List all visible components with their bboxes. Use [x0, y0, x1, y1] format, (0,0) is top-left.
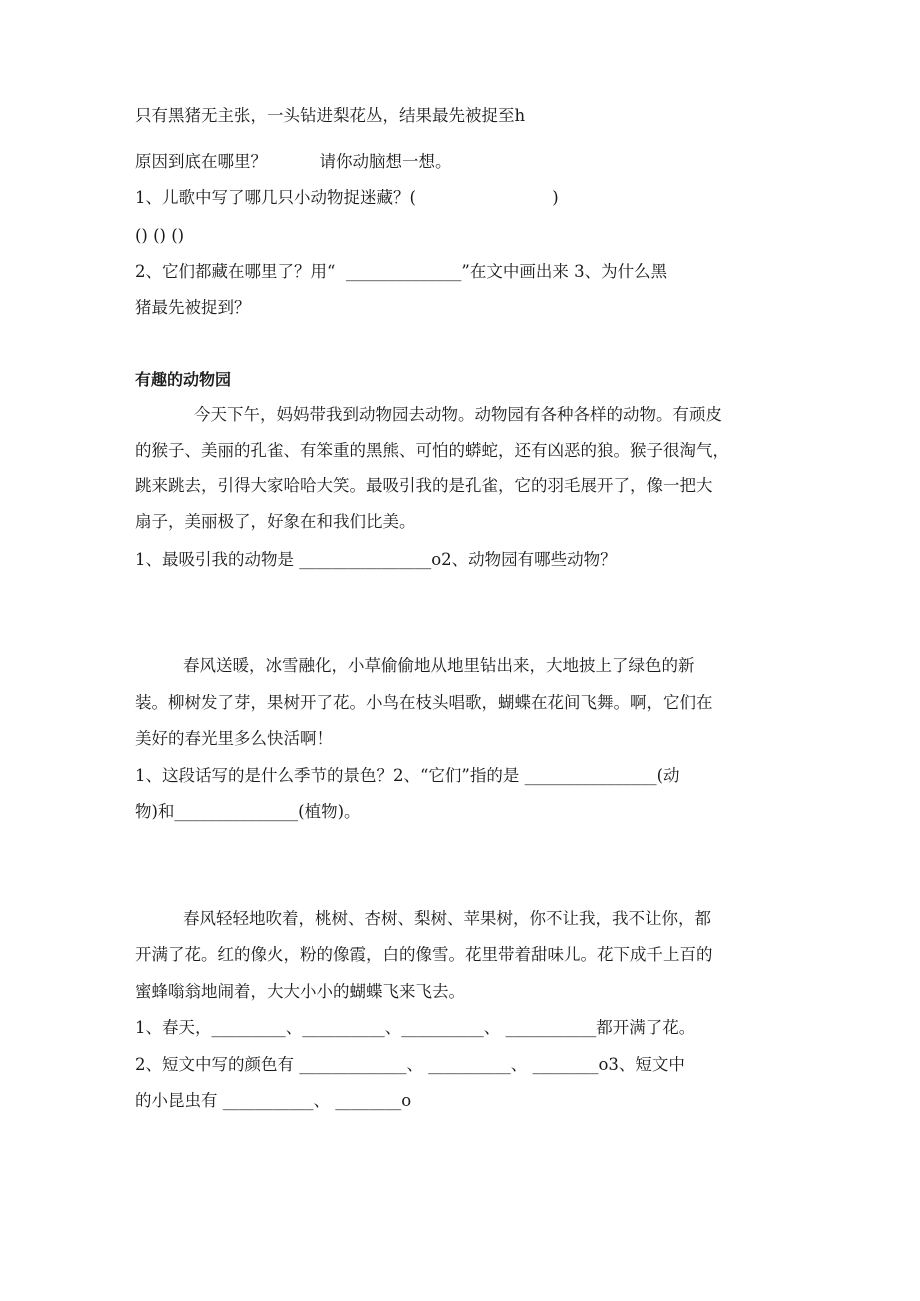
- passage-line: 春风轻轻地吹着，桃树、杏树、梨树、苹果树，你不让我，我不让你，都: [183, 909, 711, 928]
- question-3: 的小昆虫有 ___________、 ________o: [135, 1091, 412, 1110]
- passage-line: 开满了花。红的像火，粉的像霞，白的像雪。花里带着甜味儿。花下成千上百的: [135, 945, 713, 964]
- passage-line: 扇子，美丽极了，好象在和我们比美。: [135, 512, 416, 531]
- question-line-continued: 物)和_______________(植物)。: [135, 802, 361, 821]
- passage-line: 只有黑猪无主张，一头钻进梨花丛，结果最先被捉至h: [135, 106, 526, 125]
- question-1: 1、儿歌中写了哪几只小动物捉迷藏？( ): [135, 188, 559, 207]
- passage-line: 装。柳树发了芽，果树开了花。小鸟在枝头唱歌，蝴蝶在花间飞舞。啊，它们在: [135, 693, 713, 712]
- passage-line: 春风送暖，冰雪融化，小草偷偷地从地里钻出来，大地披上了绿色的新: [183, 656, 695, 675]
- question-line: 1、这段话写的是什么季节的景色？2、“它们”指的是 ________________(动: [135, 766, 680, 785]
- answer-blanks: () () (): [135, 226, 185, 245]
- passage-line: 今天下午，妈妈带我到动物园去动物。动物园有各种各样的动物。有顽皮: [194, 405, 722, 424]
- passage-line: 跳来跳去，引得大家哈哈大笑。最吸引我的是孔雀，它的羽毛展开了，像一把大: [135, 476, 713, 495]
- question-2: 2、它们都藏在哪里了？用“ ______________”在文中画出来 3、为什么黑: [135, 262, 668, 281]
- question-2: 2、短文中写的颜色有 _____________、 __________、 ________o3、短文中: [135, 1055, 685, 1074]
- question-3-continued: 猪最先被捉到？: [135, 298, 251, 317]
- passage-line: 蜜蜂嗡翁地闹着，大大小小的蝴蝶飞来飞去。: [135, 982, 465, 1001]
- passage-line: 原因到底在哪里？ 请你动脑想一想。: [135, 152, 452, 171]
- section-title: 有趣的动物园: [135, 370, 232, 389]
- question-line: 1、最吸引我的动物是 ________________o2、动物园有哪些动物？: [135, 550, 617, 569]
- passage-line: 美好的春光里多么快活啊！: [135, 729, 333, 748]
- passage-line: 的猴子、美丽的孔雀、有笨重的黑熊、可怕的蟒蛇，还有凶恶的狼。猴子很淘气，: [135, 441, 729, 460]
- question-1: 1、春天，_________、__________、__________、 ___________都开满了花。: [135, 1018, 696, 1037]
